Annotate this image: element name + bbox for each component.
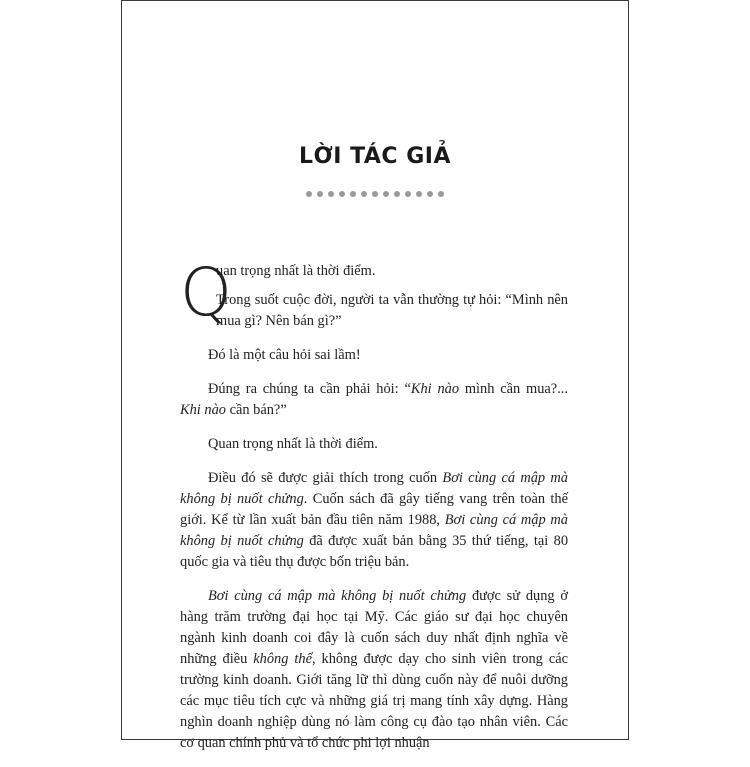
- paragraph-1: Q uan trọng nhất là thời điểm.: [180, 254, 376, 331]
- title-divider: [122, 191, 628, 197]
- paragraph-2: Trong suốt cuộc đời, người ta vẫn thường tự hỏi: “Mình nên mua gì? Nên bán gì?”: [216, 292, 568, 329]
- divider-dot: [339, 191, 345, 197]
- divider-dot: [427, 191, 433, 197]
- divider-dot: [306, 191, 312, 197]
- divider-dot: [394, 191, 400, 197]
- paragraph-7: Bơi cùng cá mập mà không bị nuốt chửng được sử dụng ở hàng trăm trường đại học tại Mỹ. Các giáo sư đại học chuyên ngành kinh doanh coi đây là cuốn sách duy nhất định nghĩa về những điều không thể, không được dạy cho sinh viên trong các trường kinh doanh. Giới tăng lữ thì dùng cuốn này để nuôi dưỡng các mục tiêu tích cực và những giá trị mang tính xây dựng. Hàng nghìn doanh nghiệp dùng nó làm công cụ đào tạo nhân viên. Các cơ quan chính phủ và tổ chức phi lợi nhuận: [180, 588, 568, 751]
- divider-dot: [361, 191, 367, 197]
- divider-dot: [416, 191, 422, 197]
- drop-cap: Q: [180, 254, 232, 331]
- divider-dot: [350, 191, 356, 197]
- paragraph-3: Đó là một câu hỏi sai lầm!: [208, 347, 361, 363]
- divider-dot: [383, 191, 389, 197]
- page-title: LỜI TÁC GIẢ: [299, 144, 451, 169]
- body-text: [180, 254, 569, 767]
- divider-dot: [405, 191, 411, 197]
- paragraph-5: Quan trọng nhất là thời điểm.: [208, 436, 378, 452]
- divider-dot: [317, 191, 323, 197]
- divider-dot: [372, 191, 378, 197]
- paragraph-4: Đúng ra chúng ta cần phải hỏi: “Khi nào mình cần mua?... Khi nào cần bán?”: [180, 381, 568, 418]
- divider-dot: [438, 191, 444, 197]
- paragraph-6: Điều đó sẽ được giải thích trong cuốn Bơi cùng cá mập mà không bị nuốt chửng. Cuốn sách đã gây tiếng vang trên toàn thế giới. Kể từ lần xuất bản đầu tiên năm 1988, Bơi cùng cá mập mà không bị nuốt chửng đã được xuất bản bằng 35 thứ tiếng, tại 80 quốc gia và tiêu thụ được bốn triệu bản.: [180, 470, 569, 570]
- divider-dot: [328, 191, 334, 197]
- book-page: [121, 0, 629, 751]
